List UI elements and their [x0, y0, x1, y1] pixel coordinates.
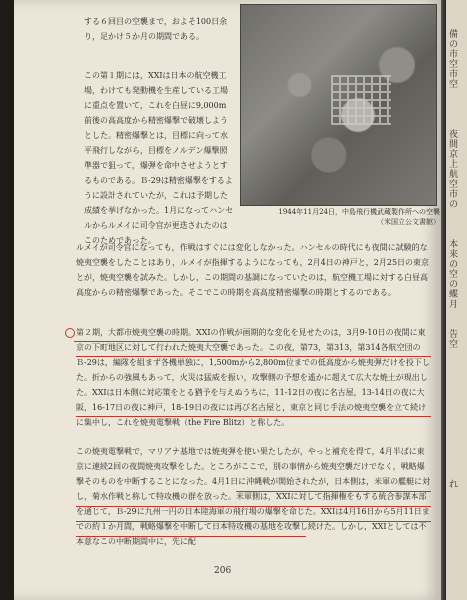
underline-mark [76, 356, 431, 357]
paragraph-second-period: 第２期，大都市焼夷空襲の時期。XXIの作戦が画期的な変化を見せたのは，3月9-10日の夜間に東京の下町地区に対して行われた焼夷大空襲であった。この夜，第73，第313，第314各航空団のＢ-29は，編隊を組まず各機単独に，1,500mから2,800m位までの低高度から焼夷弾だけを投下した。折からの強風もあって，火災は猛威を振い，攻撃側の予想を遙かに超えて広大な焼土が現出した。XXIは日本側に対応策をとる猶予を与えぬうちに，11-12日の夜に名古屋，13-14日の夜に大阪，16-17日の夜に神戸，18-19日の夜には再び名古屋と，東京と同じ手法の焼夷空襲を立て続けに集中し，これを焼夷電撃戦（the Fire Blitz）と称した。 [76, 328, 430, 427]
book-page [14, 0, 442, 600]
underline-mark [76, 416, 431, 417]
photo-caption [240, 207, 440, 227]
underline-mark [76, 521, 431, 522]
facing-page-edge [446, 0, 467, 600]
paragraph-intro: する６回目の空襲まで，およそ100日余り，足かけ５か月の期間である。 [84, 17, 228, 41]
paragraph-first-period: この第１期には，XXIは日本の航空機工場，わけても発動機を生産している工場に重点を置いて，これを白昼に9,000m前後の高高度から精密爆撃で破壊しようとした。精密爆撃とは，目標に向って水平飛行しながら，目標をノルデン爆撃照準器で狙って，爆弾を命中させようとするものである。Ｂ-29は精密爆撃をするように設計されていたが，これは予期した成績を挙げなかった。1月になってハンセルからルメイに司令官が更迭されたのはこのためであった。 [84, 71, 234, 245]
facing-page-text: 備の市空市空 [449, 30, 459, 90]
paragraph-lemay: ルメイが司令官になっても，作戦はすぐには変化しなかった。ハンセルの時代にも夜間に試験的な焼夷空襲をしたことはあり，ルメイが指揮するようになっても，2月4日の神戸と，2月25日の東京とが，焼夷空襲を試みた。しかし，この期間の基調になっていたのは，航空機工場に対する白昼高高度からの精密爆撃であった。そこでこの時期を高高度精密爆撃の時期とするのである。 [76, 243, 430, 297]
underline-mark [74, 341, 228, 342]
underline-mark [236, 491, 431, 492]
facing-page-text: れ [449, 480, 459, 490]
underline-mark [76, 506, 431, 507]
margin-circle-mark [65, 328, 75, 338]
aerial-photo [240, 4, 437, 206]
page-number: 206 [214, 566, 232, 576]
underline-mark [76, 536, 306, 537]
factory-grid [331, 75, 391, 125]
caption-line1: 1944年11月24日，中島飛行機武蔵製作所への空襲 [278, 208, 440, 216]
facing-page-text: 夜間京上航空市の [449, 130, 459, 210]
facing-page-text: 本来の空の蝶月 [449, 240, 459, 310]
paragraph-fire-blitz: この焼夷電撃戦で，マリアナ基地では焼夷弾を使い果たしたが，やっと補充を得て，4月半ばに東京に連続2回の夜間焼夷攻撃をした。ところがここで，別の事情から焼夷空襲だけでなく，戦略爆撃そのものを中断することになった。4月1日に沖縄戦が開始されたが，日本側は，米軍の艦艇に対し，菊水作戦と称して特攻機の群を放った。米軍側は，XXIに対して指揮権をもする統合参謀本部を通じて，Ｂ-29に九州一円の日本陸海軍の飛行場の爆撃を命じた。XXIは4月16日から5月11日までの約１か月間，戦略爆撃を中断して日本特攻機の基地を攻撃し続けた。しかし，XXIとしては不本意なこの中断期間中に，先に配 [76, 447, 431, 546]
caption-line2: （米国立公文書館） [377, 218, 440, 226]
facing-page-text: 告空 [449, 330, 459, 350]
